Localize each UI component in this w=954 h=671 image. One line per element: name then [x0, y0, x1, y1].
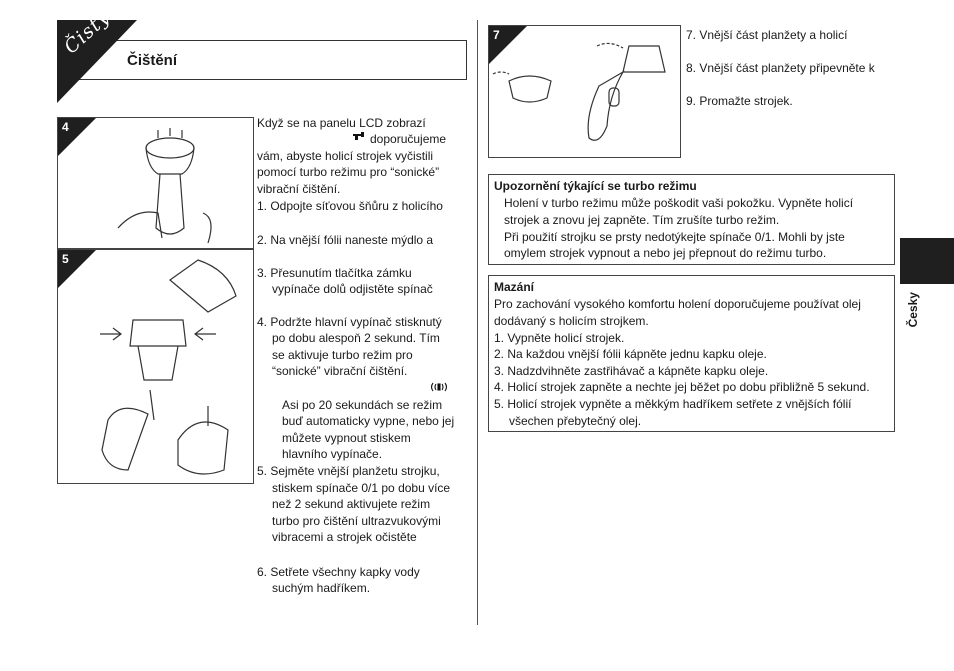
turbo-warning-line-2: strojek a znovu jej zapněte. Tím zrušíte turbo režim.: [504, 213, 780, 227]
step-3-line-1: 3. Přesunutím tlačítka zámku: [257, 266, 412, 280]
step-3-line-2: vypínače dolů odjistěte spínač: [272, 282, 433, 296]
figure-7-number: 7: [493, 28, 500, 42]
turbo-warning-line-4: omylem strojek vypnout a nebo jej přepnout do režimu turbo.: [504, 246, 827, 260]
language-tab-marker: [900, 238, 954, 284]
step-4-line-5: Asi po 20 sekundách se režim: [282, 398, 443, 412]
oiling-step-5-line-1: 5. Holicí strojek vypněte a měkkým hadříkem setřete z vnějších fólií: [494, 397, 852, 411]
figure-7-panel: [488, 25, 681, 158]
step-4-line-6: buď automaticky vypne, nebo jej: [282, 414, 455, 428]
step-4-line-8: hlavního vypínače.: [282, 447, 383, 461]
step-8: 8. Vnější část planžety připevněte k: [686, 61, 875, 75]
turbo-warning-line-3: Při použití strojku se prsty nedotýkejte spínače 0/1. Mohli by jste: [504, 230, 845, 244]
figure-4-panel: [57, 117, 254, 249]
step-4-line-4: “sonické” vibrační čištění.: [272, 364, 408, 378]
step-4-line-7: můžete vypnout stiskem: [282, 431, 411, 445]
step-4-line-1: 4. Podržte hlavní vypínač stisknutý: [257, 315, 442, 329]
step-6-line-1: 6. Setřete všechny kapky vody: [257, 565, 420, 579]
figure-4-illustration: [58, 118, 254, 249]
column-divider: [477, 20, 478, 625]
intro-line-2: doporučujeme: [370, 132, 447, 146]
oiling-step-4: 4. Holicí strojek zapněte a nechte jej běžet po dobu přibližně 5 sekund.: [494, 380, 870, 394]
sonic-vibration-icon: [430, 381, 448, 393]
step-4-line-2: po dobu alespoň 2 sekund. Tím: [272, 331, 440, 345]
step-5-line-1: 5. Sejměte vnější planžetu strojku,: [257, 464, 440, 478]
step-5-line-4: turbo pro čištění ultrazvukovými: [272, 514, 441, 528]
faucet-icon: [352, 131, 366, 143]
section-title: Čištění: [127, 52, 178, 69]
figure-5-panel: [57, 249, 254, 484]
step-5-line-3: než 2 sekund aktivujete režim: [272, 497, 431, 511]
step-7: 7. Vnější část planžety a holicí: [686, 28, 848, 42]
figure-5-number: 5: [62, 252, 69, 266]
step-4-line-3: se aktivuje turbo režim pro: [272, 348, 413, 362]
figure-4-number: 4: [62, 120, 69, 134]
intro-line-3: vám, abyste holicí strojek vyčistili: [257, 149, 434, 163]
oiling-title: Mazání: [494, 280, 535, 294]
step-5-line-2: stiskem spínače 0/1 po dobu více: [272, 481, 451, 495]
oiling-step-5-line-2: všechen přebytečný olej.: [509, 414, 642, 428]
intro-line-4: pomocí turbo režimu pro “sonické”: [257, 165, 440, 179]
step-5-line-5: vibracemi a strojek očistěte: [272, 530, 417, 544]
section-script-label: Čistý: [60, 6, 115, 59]
turbo-warning-line-1: Holení v turbo režimu může poškodit vaši pokožku. Vypněte holicí: [504, 196, 854, 210]
oiling-step-1: 1. Vypněte holicí strojek.: [494, 331, 625, 345]
figure-7-illustration: [489, 26, 681, 158]
turbo-warning-title: Upozornění týkající se turbo režimu: [494, 179, 697, 193]
oiling-step-3: 3. Nadzdvihněte zastřihávač a kápněte kapku oleje.: [494, 364, 769, 378]
section-header-box: [57, 40, 467, 80]
figure-5-illustration: [58, 250, 254, 484]
step-2: 2. Na vnější fólii naneste mýdlo a: [257, 233, 434, 247]
oiling-step-2: 2. Na každou vnější fólii kápněte jednu kapku oleje.: [494, 347, 767, 361]
intro-line-5: vibrační čištění.: [257, 182, 341, 196]
step-6-line-2: suchým hadříkem.: [272, 581, 371, 595]
language-tab-label: Česky: [906, 292, 920, 328]
oiling-line-1: Pro zachování vysokého komfortu holení doporučujeme používat olej: [494, 297, 861, 311]
intro-line-1: Když se na panelu LCD zobrazí: [257, 116, 426, 130]
step-9: 9. Promažte strojek.: [686, 94, 793, 108]
step-1: 1. Odpojte síťovou šňůru z holicího: [257, 199, 443, 213]
oiling-line-2: dodávaný s holicím strojkem.: [494, 314, 649, 328]
